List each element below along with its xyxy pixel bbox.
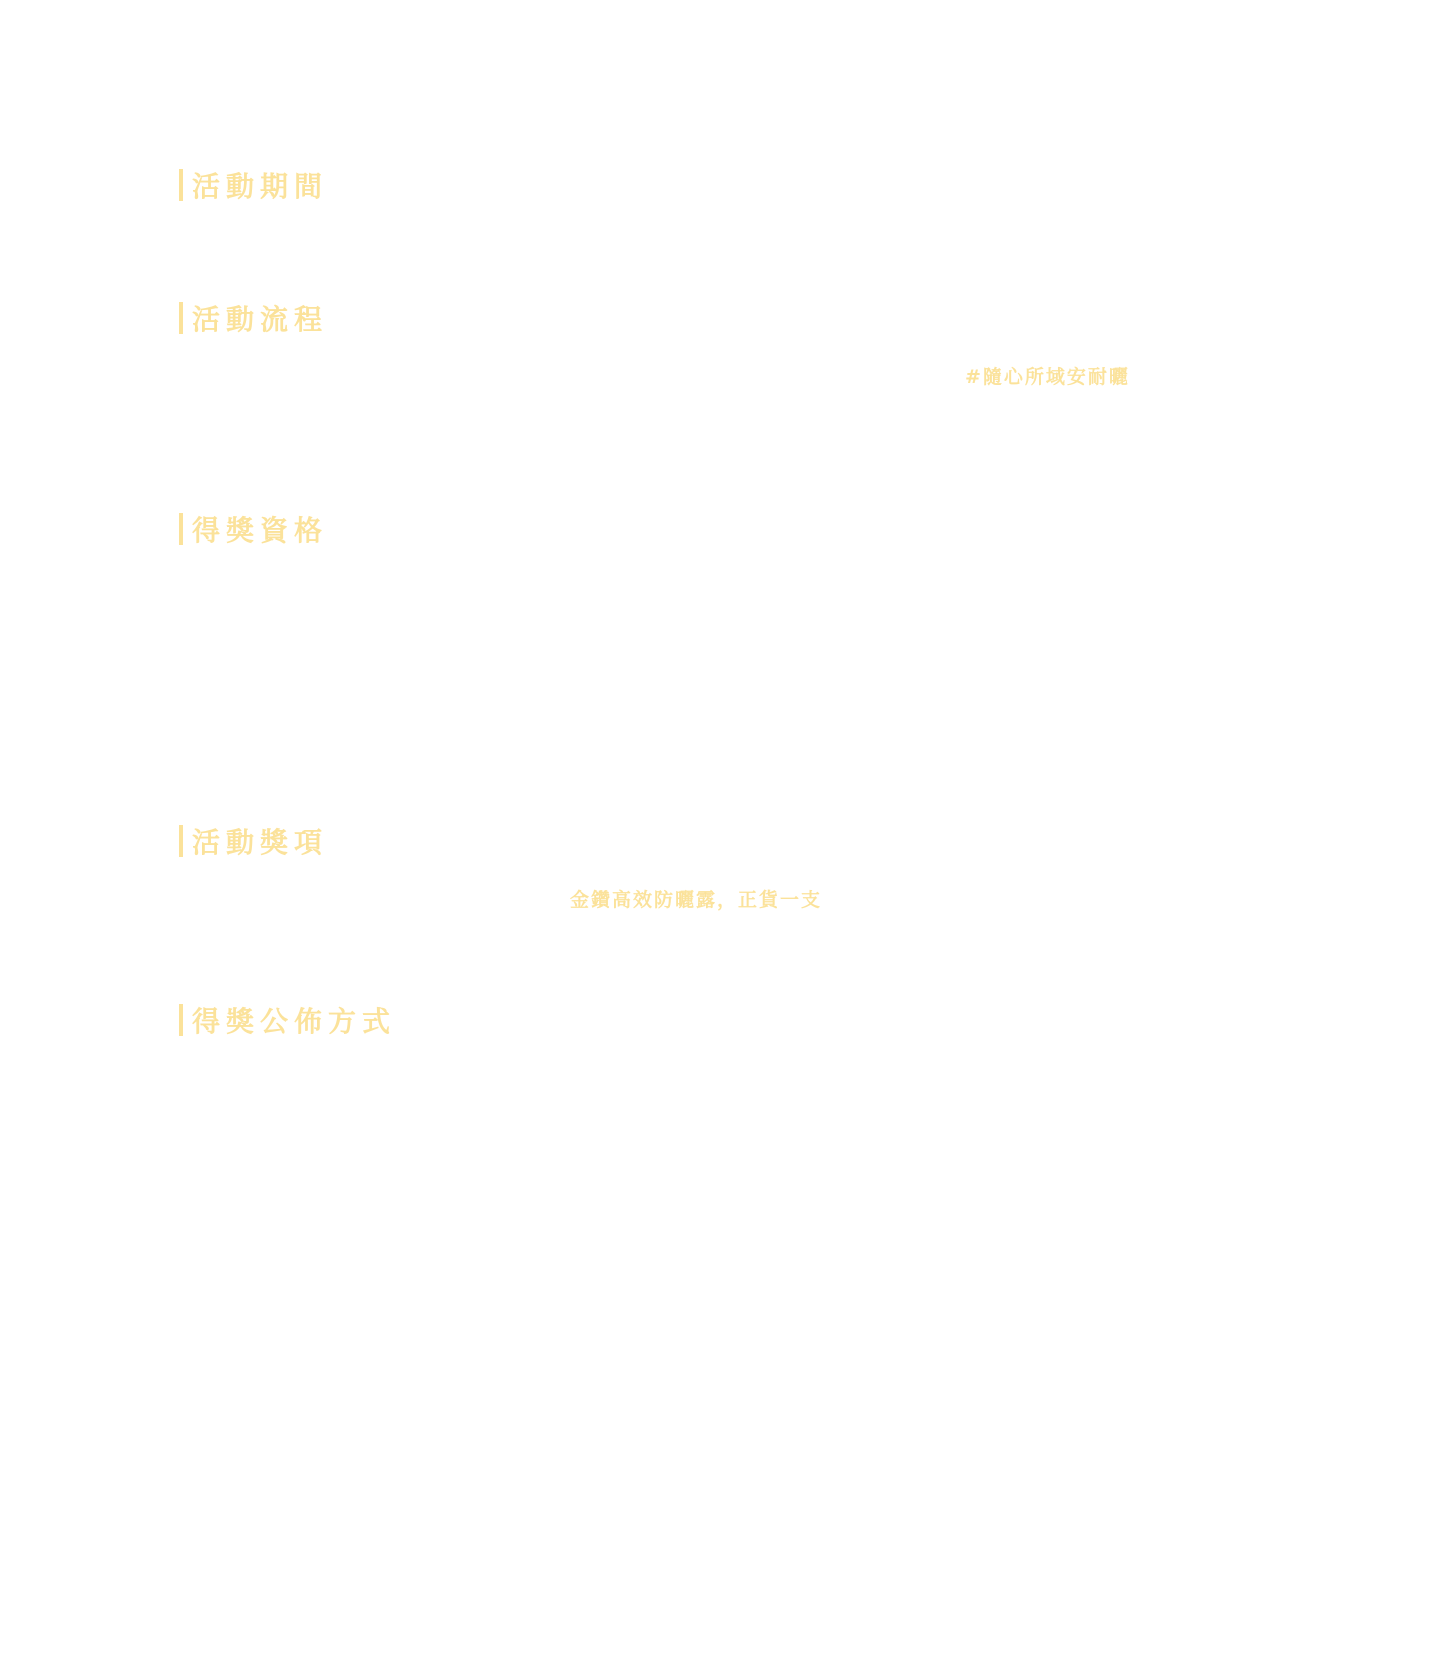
section-title: 活動流程	[192, 303, 329, 336]
heading-accent-bar	[179, 513, 183, 545]
section-heading-eligibility	[179, 512, 328, 546]
heading-accent-bar	[179, 302, 183, 334]
section-title: 活動期間	[192, 170, 329, 203]
prize-description: 金鑽高效防曬露，正貨一支	[570, 889, 823, 911]
section-heading-prizes	[179, 824, 328, 858]
section-heading-announcement	[179, 1003, 396, 1037]
heading-accent-bar	[179, 1004, 183, 1036]
heading-accent-bar	[179, 169, 183, 201]
heading-accent-bar	[179, 825, 183, 857]
hashtag-text: #隨心所域安耐曬	[965, 366, 1130, 388]
section-title: 活動獎項	[192, 826, 329, 859]
section-heading-period	[179, 168, 328, 202]
section-title: 得獎公佈方式	[192, 1005, 397, 1038]
section-title: 得獎資格	[192, 514, 329, 547]
section-heading-process	[179, 301, 328, 335]
